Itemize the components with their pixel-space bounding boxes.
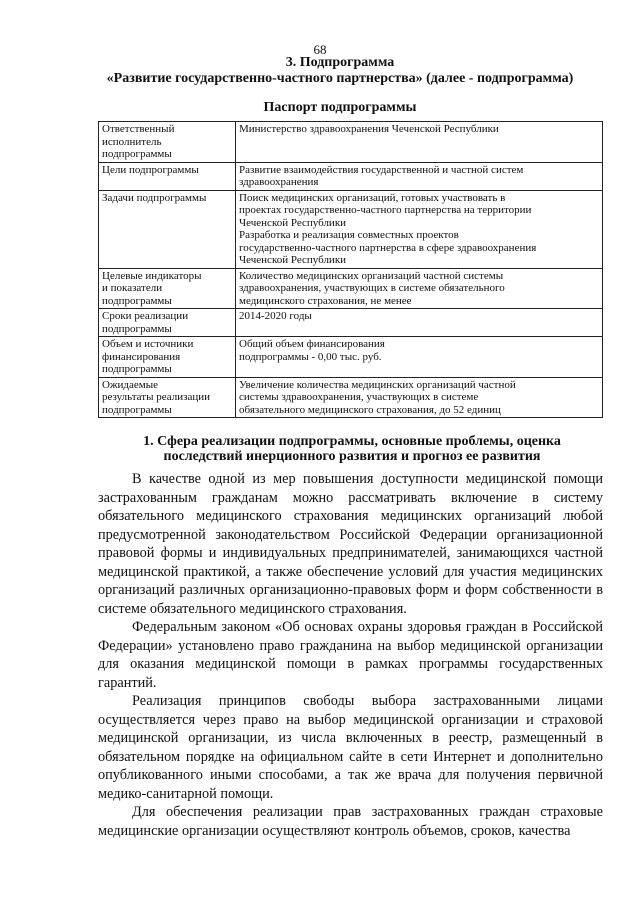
passport-label-line: Цели подпрограммы [102, 163, 199, 176]
passport-value-line: Разработка и реализация совместных проектов [239, 229, 459, 241]
passport-label-line: подпрограммы [102, 322, 172, 335]
paragraph: Реализация принципов свободы выбора застрахованными лицами осуществляется через право на выбор медицинской организации и страховой медицинской организации, из числа включенных в реестр, размещенный в обязательном порядке на официальном сайте в сети Интернет и дополнительно опубликованного иными способами, а так же врача для получения первичной медико-санитарной помощи. [98, 693, 603, 802]
passport-label-cell [99, 337, 236, 378]
passport-label-line: Ожидаемые [102, 378, 159, 391]
passport-label-cell [99, 268, 236, 309]
passport-value-line: обязательного медицинского страхования, до 52 единиц [239, 403, 501, 416]
passport-table [98, 121, 603, 418]
passport-row [99, 337, 603, 378]
passport-label-line: исполнитель [102, 135, 162, 148]
passport-value-line: Поиск медицинских организаций, готовых участвовать в [239, 191, 506, 204]
passport-value-cell [236, 309, 603, 337]
passport-value-cell [236, 122, 603, 163]
passport-label-cell [99, 162, 236, 190]
passport-label-line: финансирования [102, 350, 181, 363]
passport-value-line: здравоохранения, участвующих в системе обязательного [239, 282, 505, 294]
paragraph: Для обеспечения реализации прав застрахованных граждан страховые медицинские организации осуществляют контроль объемов, сроков, качества [98, 804, 603, 839]
passport-label-cell [99, 190, 236, 268]
subsection-title-line-2: последствий инерционного развития и прогноз ее развития [163, 449, 541, 464]
section-title-line-1: 3. Подпрограмма [285, 55, 395, 70]
passport-label-cell [99, 309, 236, 337]
passport-label-line: подпрограммы [102, 403, 172, 416]
passport-value-line: Развитие взаимодействия государственной и частной систем [239, 163, 524, 176]
passport-row [99, 162, 603, 190]
subsection-title [92, 434, 612, 464]
passport-row [99, 268, 603, 309]
passport-label-line: Сроки реализации [102, 310, 189, 322]
passport-label-cell [99, 122, 236, 163]
section-title-line-2: «Развитие государственно-частного партнерства» (далее - подпрограмма) [106, 71, 574, 86]
passport-value-line: медицинского страхования, не менее [239, 294, 412, 307]
passport-value-cell [236, 377, 603, 418]
paragraph: В качестве одной из мер повышения доступности медицинской помощи застрахованным гражданам можно рассматривать включение в систему обязательного медицинского страхования медицинских организаций любой предусмотренной законодательством Российской Федерации организационной правовой формы и индивидуальных предпринимателей, занимающихся частной медицинской практикой, а также обеспечение условий для участия медицинских организаций различных организационно-правовых форм и форм собственности в системе обязательного медицинского страхования. [98, 471, 603, 617]
passport-label-line: результаты реализации [102, 391, 210, 403]
passport-value-line: Чеченской Республики [239, 216, 347, 229]
passport-value-cell [236, 162, 603, 190]
passport-value-line: 2014-2020 годы [239, 310, 312, 322]
passport-value-line: системы здравоохранения, участвующих в системе [239, 391, 479, 403]
section-title [60, 55, 620, 87]
passport-value-line: подпрограммы - 0,00 тыс. руб. [239, 350, 382, 363]
passport-label-line: подпрограммы [102, 148, 172, 160]
passport-row [99, 190, 603, 268]
passport-title: Паспорт подпрограммы [263, 100, 417, 115]
passport-label-line: Целевые индикаторы [102, 269, 202, 282]
passport-value-cell [236, 190, 603, 268]
passport-value-line: государственно-частного партнерства в сфере здравоохранения [239, 241, 537, 254]
passport-value-line: Общий объем финансирования [239, 338, 385, 350]
passport-row [99, 122, 603, 163]
passport-value-line: Увеличение количества медицинских организаций частной [239, 378, 516, 391]
passport-label-line: Ответственный [102, 123, 175, 135]
paragraph: Федеральным законом «Об основах охраны здоровья граждан в Российской Федерации» установлено право гражданина на выбор медицинской организации для оказания медицинской помощи в рамках программы государственных гарантий. [98, 619, 603, 691]
passport-label-line: подпрограммы [102, 294, 172, 307]
passport-label-line: и показатели [102, 282, 163, 294]
body-text [98, 470, 603, 840]
subsection-title-line-1: 1. Сфера реализации подпрограммы, основные проблемы, оценка [143, 434, 561, 449]
passport-label-line: Задачи подпрограммы [102, 191, 207, 204]
passport-value-cell [236, 268, 603, 309]
passport-row [99, 309, 603, 337]
passport-value-cell [236, 337, 603, 378]
passport-value-line: здравоохранения [239, 176, 319, 188]
passport-row [99, 377, 603, 418]
passport-value-line: Количество медицинских организаций частной системы [239, 269, 504, 282]
passport-label-cell [99, 377, 236, 418]
passport-label-line: Объем и источники [102, 338, 194, 350]
passport-value-line: проектах государственно-частного партнерства на территории [239, 204, 532, 216]
page-number: 68 [313, 42, 327, 57]
passport-value-line: Министерство здравоохранения Чеченской Республики [239, 123, 499, 135]
passport-value-line: Чеченской Республики [239, 254, 347, 266]
passport-label-line: подпрограммы [102, 363, 172, 375]
